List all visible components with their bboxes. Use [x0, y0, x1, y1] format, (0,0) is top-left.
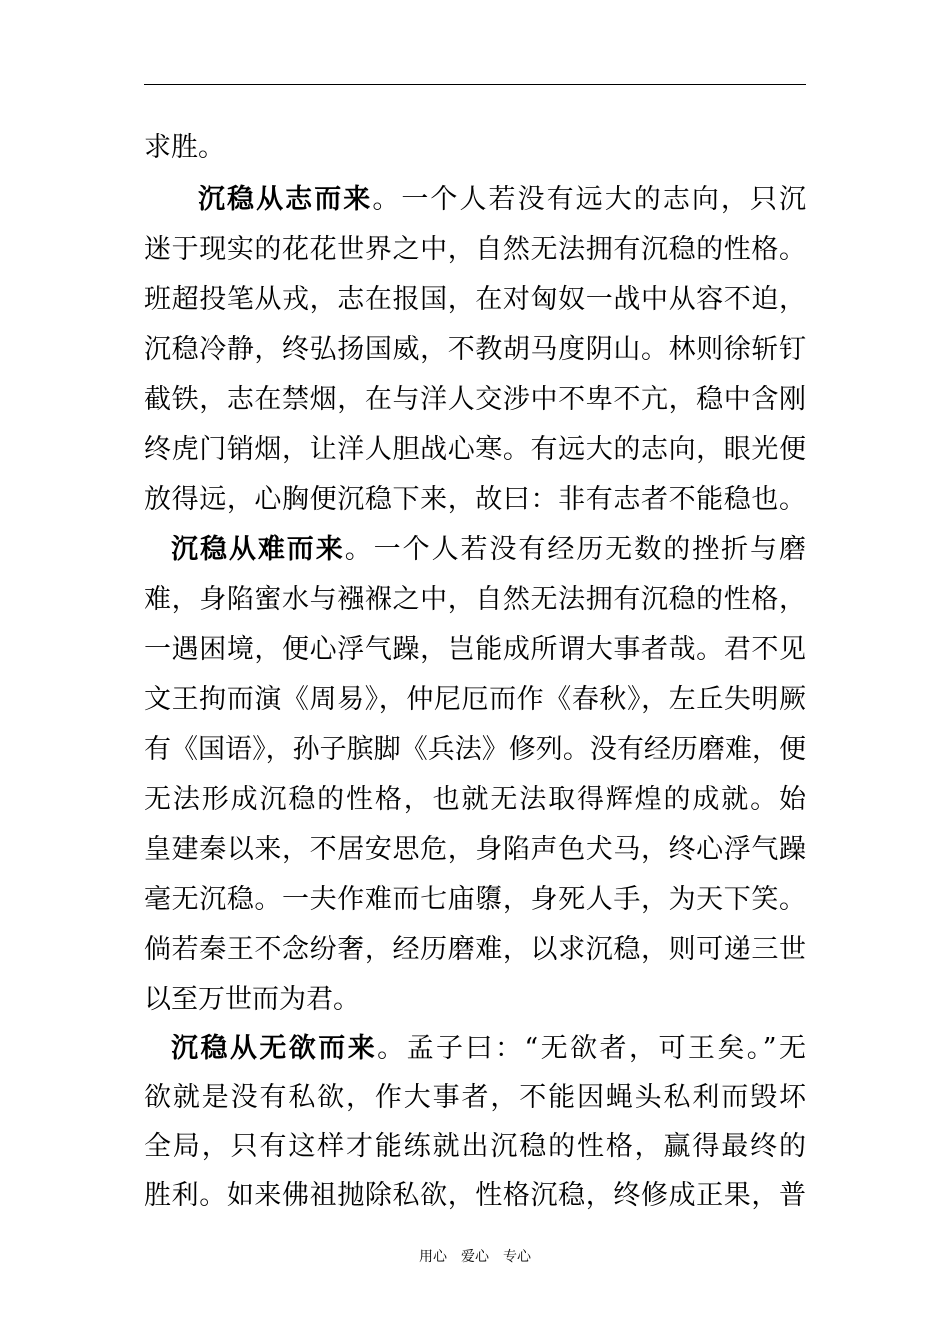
text-line: 迷于现实的花花世界之中，自然无法拥有沉稳的性格。: [144, 234, 806, 265]
text-line: 求胜。: [144, 132, 225, 163]
text-line: 皇建秦以来，不居安思危，身陷声色犬马，终心浮气躁: [144, 834, 806, 865]
text-segment: 孟子曰：“无欲者，可王矣。”无: [406, 1033, 807, 1064]
text-line: 倘若秦王不念纷奢，经历磨难，以求沉稳，则可递三世: [144, 934, 806, 965]
text-segment: 一个人若没有经历无数的挫折与磨: [373, 534, 807, 565]
text-segment: 一个人若没有远大的志向，只沉: [401, 184, 807, 215]
heading-period: 。: [377, 1033, 407, 1064]
text-line: 有《国语》，孙子膑脚《兵法》修列。没有经历磨难，便: [144, 734, 806, 765]
paragraph-start: [198, 180, 806, 220]
section-heading: 沉稳从难而来: [171, 534, 345, 565]
text-line: 班超投笔从戎，志在报国，在对匈奴一战中从容不迫，: [144, 284, 806, 315]
page-footer: 用心 爱心 专心: [419, 1249, 531, 1265]
section-heading: 沉稳从志而来: [198, 184, 373, 215]
text-line: 沉稳冷静，终弘扬国威，不教胡马度阴山。林则徐斩钉: [144, 334, 806, 365]
section-heading: 沉稳从无欲而来: [171, 1033, 378, 1064]
text-line: 文王拘而演《周易》，仲尼厄而作《春秋》，左丘失明厥: [144, 684, 806, 715]
heading-period: 。: [344, 534, 374, 565]
heading-period: 。: [372, 184, 402, 215]
text-line: 毫无沉稳。一夫作难而七庙隳，身死人手，为天下笑。: [144, 884, 806, 915]
text-line: 以至万世而为君。: [144, 984, 360, 1015]
text-line: 终虎门销烟，让洋人胆战心寒。有远大的志向，眼光便: [144, 434, 806, 465]
text-line: 放得远，心胸便沉稳下来，故曰：非有志者不能稳也。: [144, 484, 806, 515]
text-line: 难，身陷蜜水与襁褓之中，自然无法拥有沉稳的性格，: [144, 584, 806, 615]
paragraph-start: [171, 530, 806, 570]
text-line: 胜利。如来佛祖抛除私欲，性格沉稳，终修成正果，普: [144, 1180, 806, 1211]
text-line: 一遇困境，便心浮气躁，岂能成所谓大事者哉。君不见: [144, 634, 806, 665]
text-line: 截铁，志在禁烟，在与洋人交涉中不卑不亢，稳中含刚: [144, 384, 806, 415]
text-line: 无法形成沉稳的性格，也就无法取得辉煌的成就。始: [144, 784, 806, 815]
text-line: 欲就是没有私欲，作大事者，不能因蝇头私利而毁坏: [144, 1082, 806, 1113]
text-line: 全局，只有这样才能练就出沉稳的性格，赢得最终的: [144, 1131, 806, 1162]
header-rule: [144, 84, 806, 85]
paragraph-start: [171, 1029, 806, 1069]
